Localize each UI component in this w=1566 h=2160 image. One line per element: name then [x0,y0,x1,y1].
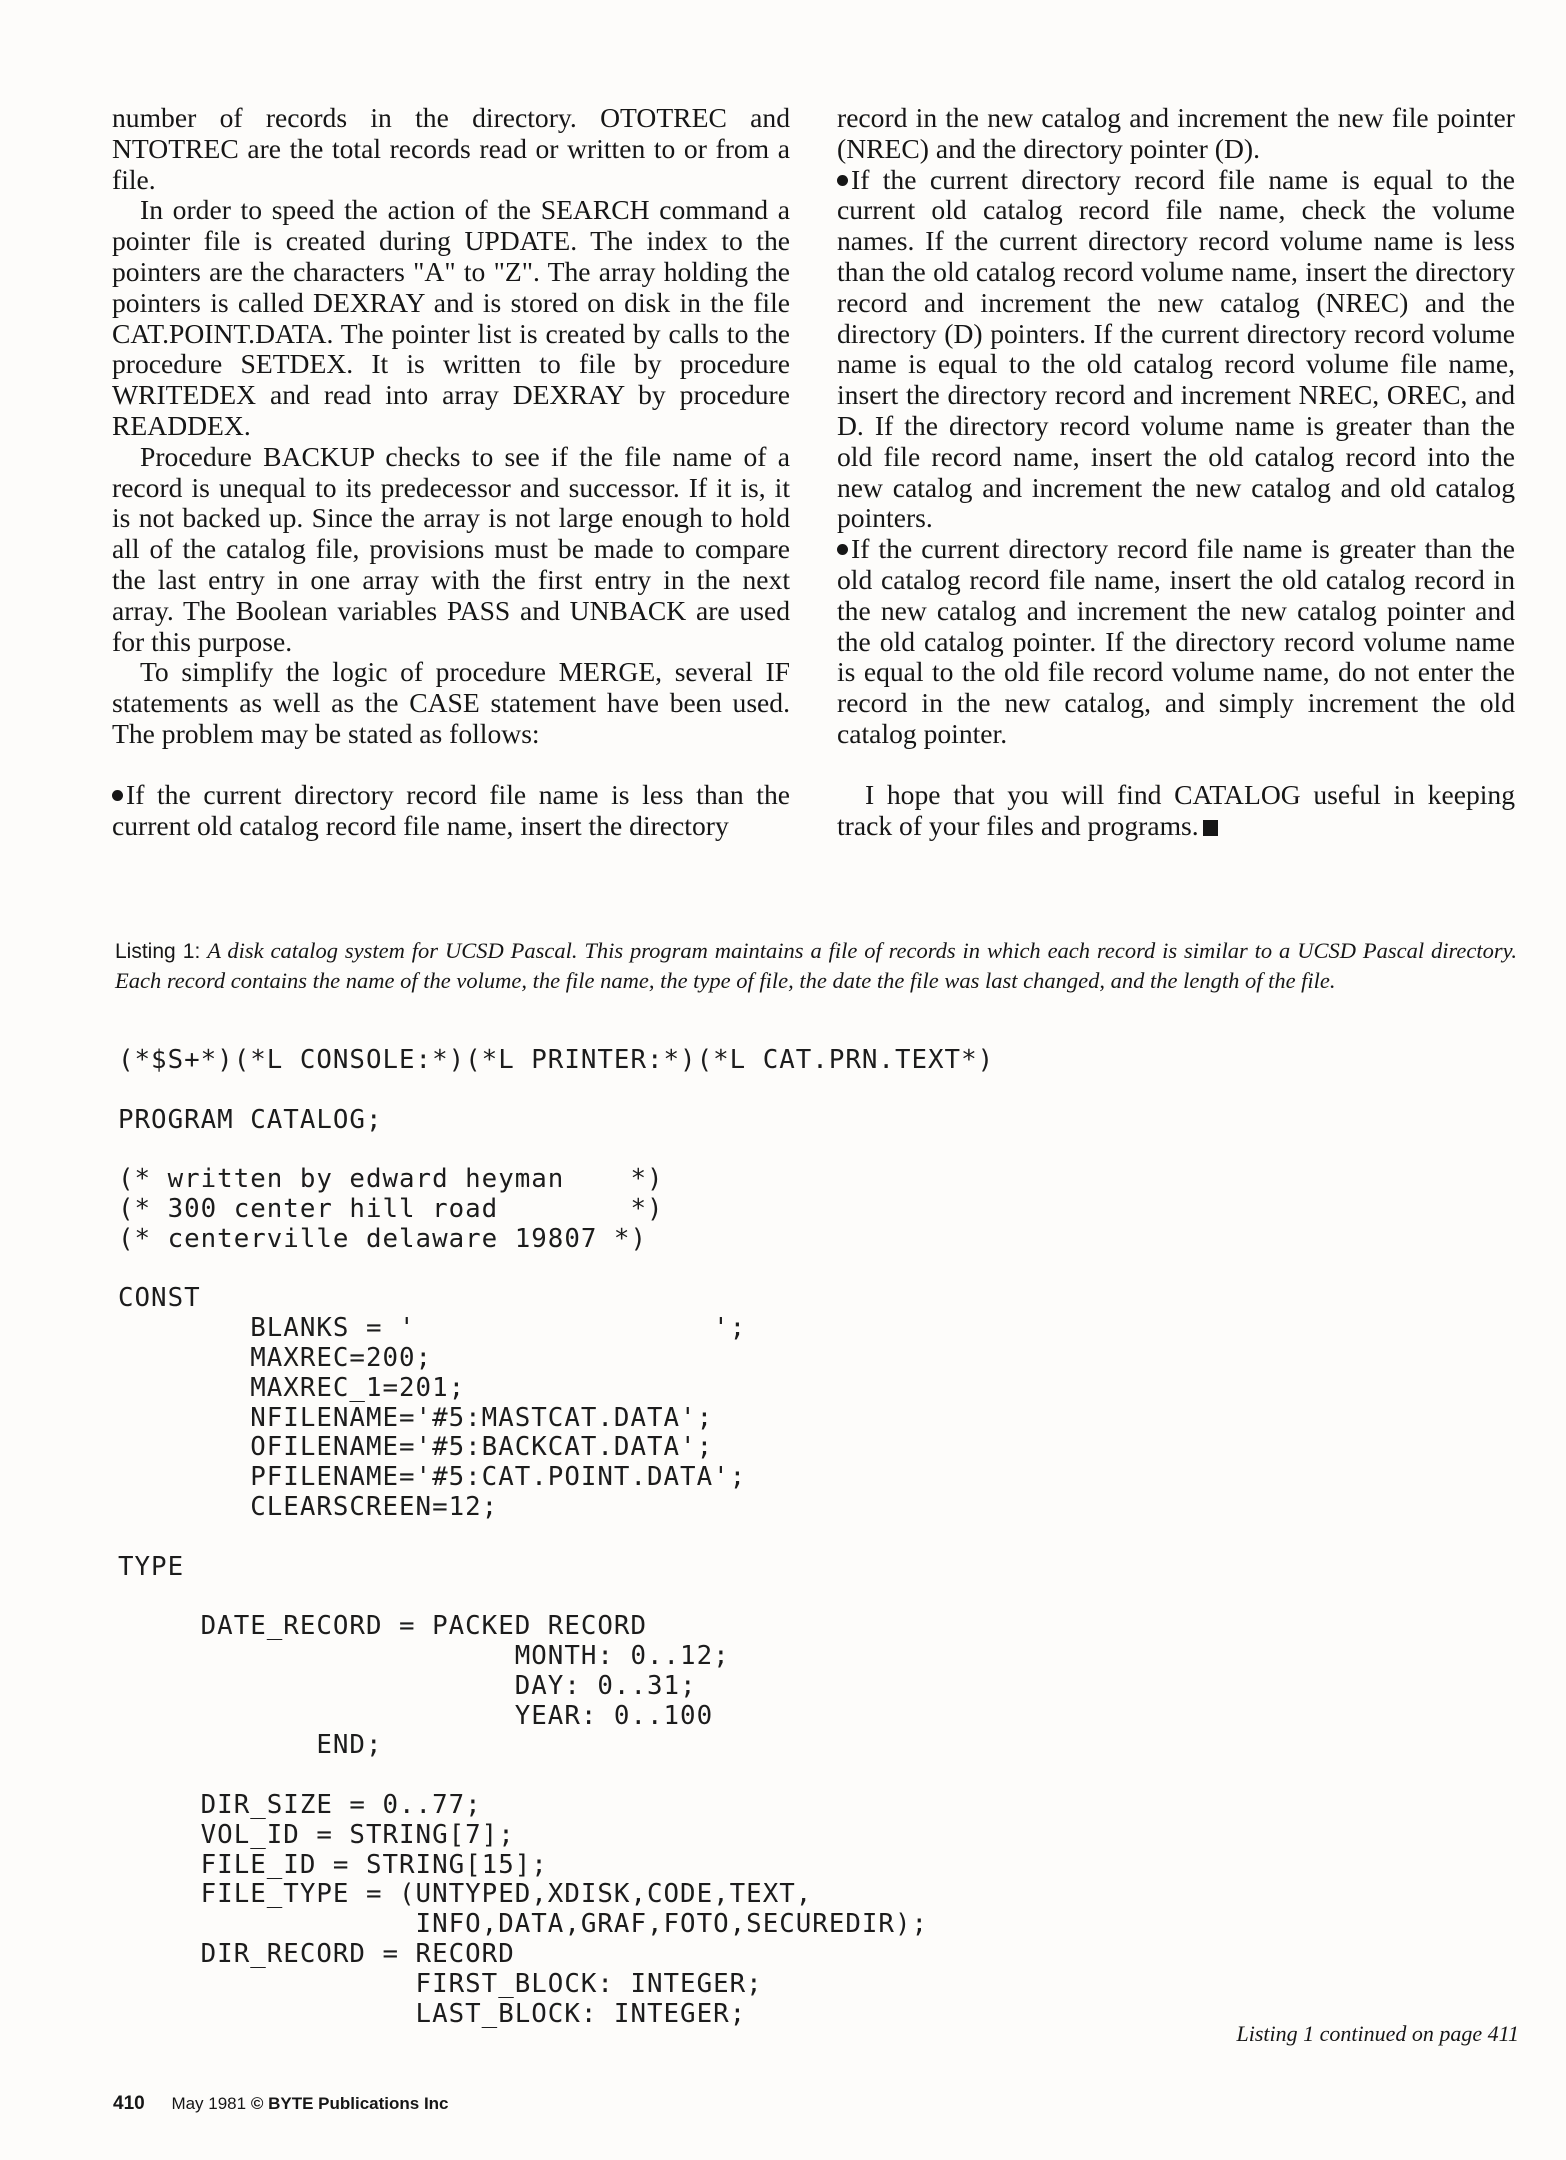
page-number: 410 [113,2093,145,2114]
paragraph: In order to speed the action of the SEARCH command a pointer file is created during UPDATE. The index to the pointers are the characters "A" to "Z". The array holding the pointers is called DEXRAY and is stored on disk in the file CAT.POINT.DATA. The pointer list is created by calls to the procedure SETDEX. It is written to file by procedure WRITEDEX and read into array DEXRAY by procedure READDEX. [112,194,790,441]
bullet-item [837,165,1515,535]
paragraph: To simplify the logic of procedure MERGE, several IF statements as well as the CASE statement have been used. The problem may be stated as follows: [112,656,790,749]
bullet-icon [837,544,848,555]
bullet-text: If the current directory record file name is equal to the current old catalog record file name, check the volume names. If the current directory record volume name is less than the old catalog record volume name, insert the directory record and increment the new catalog (NREC) and the directory (D) pointers. If the current directory record volume name is equal to the old catalog record volume file name, insert the directory record and increment NREC, OREC, and D. If the directory record volume name is greater than the old file record name, insert the old catalog record into the new catalog and increment the new catalog and old catalog pointers. [837,163,1515,534]
paragraph: record in the new catalog and increment the new file pointer (NREC) and the directory pointer (D). [837,102,1515,164]
page-footer [113,2093,449,2115]
closing-paragraph [837,780,1515,842]
listing-label: Listing 1: [115,940,201,963]
bullet-icon [112,790,123,801]
bullet-text: If the current directory record file name is less than the current old catalog record file name, insert the directory [112,778,790,841]
bullet-item [837,534,1515,750]
continued-note: Listing 1 continued on page 411 [1236,2021,1519,2046]
bullet-item [112,780,790,842]
paragraph: number of records in the directory. OTOTREC and NTOTREC are the total records read or written to or from a file. [112,102,790,195]
listing-caption [115,937,1517,996]
issue-date: May 1981 [171,2094,247,2113]
bullet-text: If the current directory record file name is greater than the old catalog record file name, insert the old catalog record in the new catalog and increment the new catalog pointer and the old catalog pointer. If the directory record volume name is equal to the old file record volume name, do not enter the record in the new catalog, and simply increment the old catalog pointer. [837,533,1515,749]
end-mark-icon [1203,820,1218,836]
closing-text: I hope that you will find CATALOG useful in keeping track of your files and programs. [837,778,1515,841]
code-listing: (*$S+*)(*L CONSOLE:*)(*L PRINTER:*)(*L CAT.PRN.TEXT*) PROGRAM CATALOG; (* written by edward heyman *) (* 300 center hill road *) (* centerville delaware 19807 *) CONST BLANKS = ' '; MAXREC=200; MAXREC_1=201; NFILENAME='#5:MASTCAT.DATA'; OFILENAME='#5:BACKCAT.DATA'; PFILENAME='#5:CAT.POINT.DATA'; CLEARSCREEN=12; TYPE DATE_RECORD = PACKED RECORD MONTH: 0..12; DAY: 0..31; YEAR: 0..100 END; DIR_SIZE = 0..77; VOL_ID = STRING[7]; FILE_ID = STRING[15]; FILE_TYPE = (UNTYPED,XDISK,CODE,TEXT, INFO,DATA,GRAF,FOTO,SECUREDIR); DIR_RECORD = RECORD FIRST_BLOCK: INTEGER; LAST_BLOCK: INTEGER; [118,1045,995,2029]
publisher: © BYTE Publications Inc [250,2094,449,2113]
right-text-column [837,103,1515,841]
listing-caption-text: A disk catalog system for UCSD Pascal. This program maintains a file of records in which each record is similar to a UCSD Pascal directory. Each record contains the name of the volume, the file name, the type of file, the date the file was last changed, and the length of the file. [115,938,1517,993]
left-text-column [112,103,790,841]
bullet-icon [837,175,848,186]
paragraph: Procedure BACKUP checks to see if the file name of a record is unequal to its predecessor and successor. If it is, it is not backed up. Since the array is not large enough to hold all of the catalog file, provisions must be made to compare the last entry in one array with the first entry in the next array. The Boolean variables PASS and UNBACK are used for this purpose. [112,440,790,657]
